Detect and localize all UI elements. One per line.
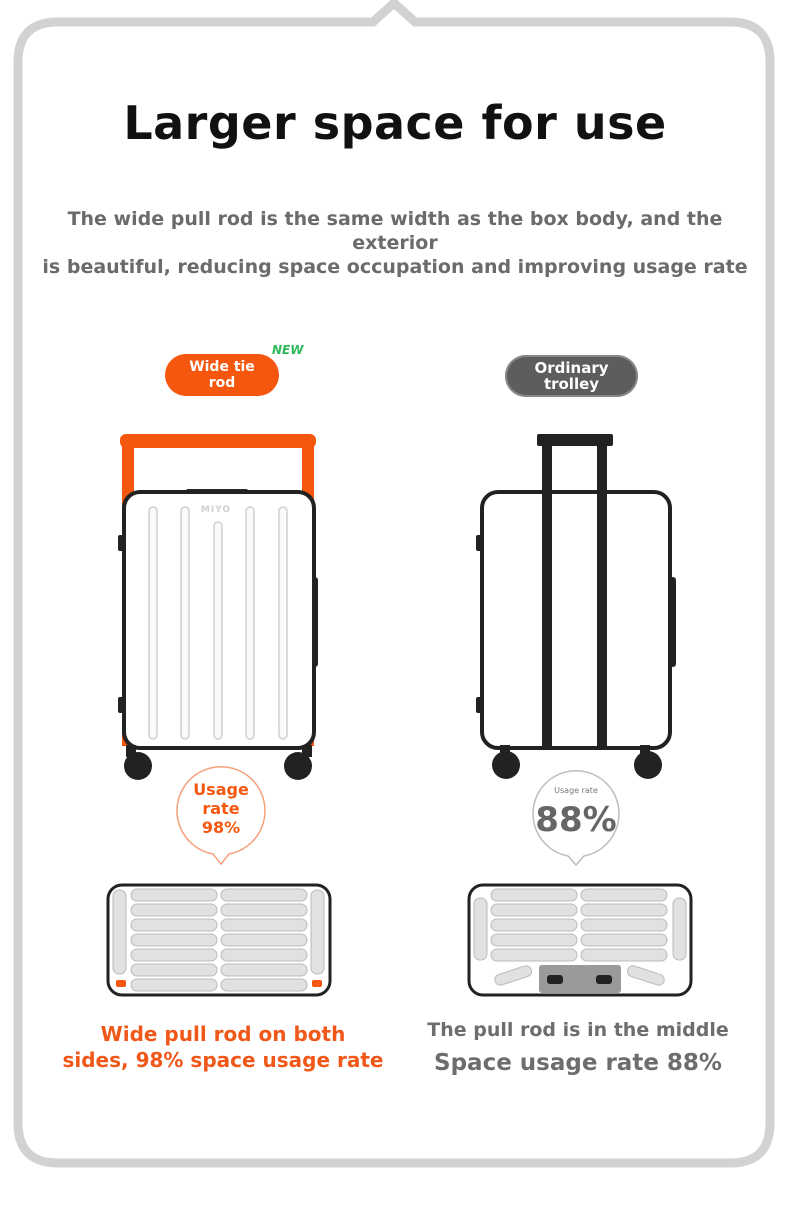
subtitle-line: The wide pull rod is the same width as the box body, and the exterior [67,208,723,254]
usage-label: rate [202,799,240,818]
interior-layout-wide-icon [108,885,330,995]
usage-value: 98% [201,818,241,837]
subtitle-line: is beautiful, reducing space occupation and improving usage rate [42,256,748,278]
new-badge: NEW [272,343,304,357]
badge-label: trolley [543,375,600,393]
brand-mark: MIYO [200,505,232,515]
caption-ordinary-line2: Space usage rate 88% [434,1050,722,1076]
page-title: Larger space for use [123,96,667,150]
usage-label: Usage [193,780,249,799]
caption-wide [55,1021,391,1073]
interior-layout-ordinary-icon [469,885,691,995]
usage-rate-wide [175,780,267,837]
badge-label: Wide tie [189,359,255,375]
badge-label: rod [208,375,236,391]
usage-value-ordinary: 88% [535,800,617,840]
caption-line: sides, 98% space usage rate [62,1048,384,1072]
caption-ordinary-line1: The pull rod is in the middle [427,1019,729,1041]
caption-line: Wide pull rod on both [100,1022,346,1046]
wide-tie-rod-badge [165,354,279,396]
page-subtitle [40,207,750,279]
ordinary-trolley-badge [505,355,638,397]
usage-label-ordinary: Usage rate [554,786,598,795]
badge-label: Ordinary [534,359,609,377]
